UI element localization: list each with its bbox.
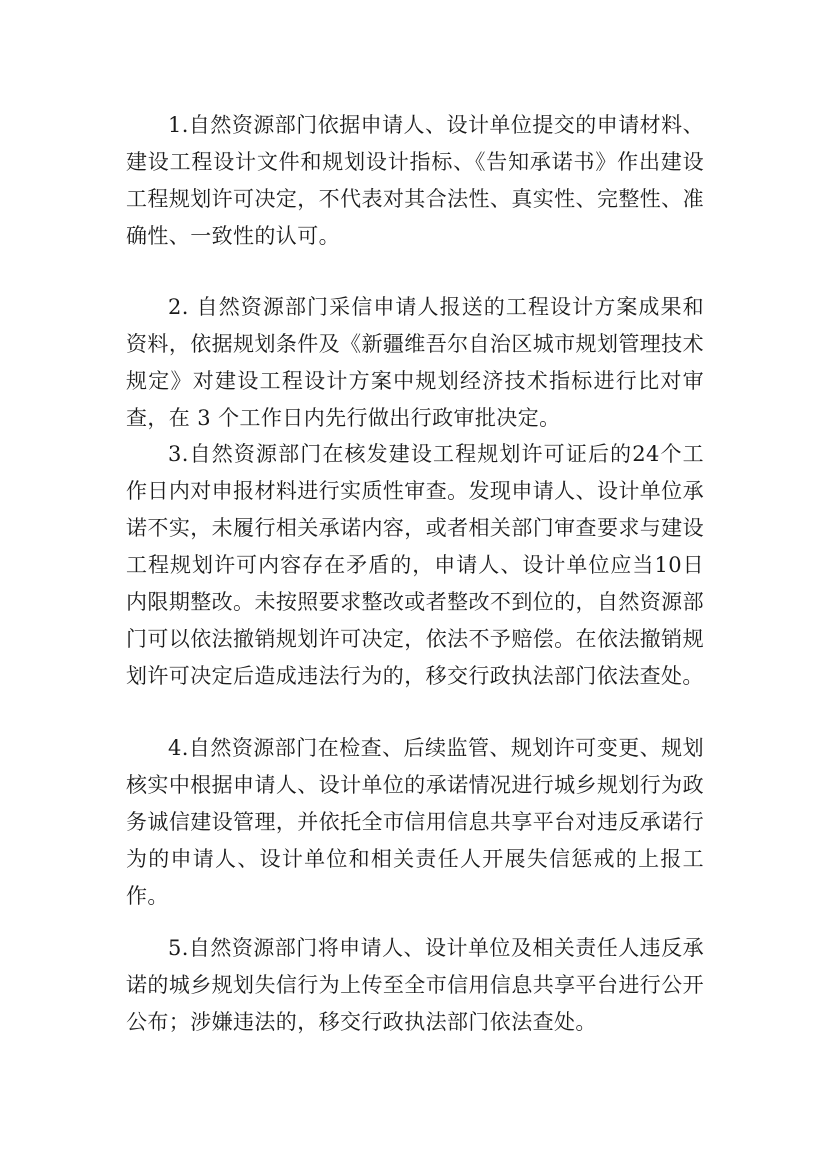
paragraph-1 <box>126 107 704 255</box>
paragraph-2-text: 2. 自然资源部门采信申请人报送的工程设计方案成果和资料，依据规划条件及《新疆维吾尔自治区城市规划管理技术规定》对建设工程设计方案中规划经济技术指标进行比对审查，在 3 个工作日内先行做出行政审批决定。 <box>126 295 704 430</box>
paragraph-1-text: 1.自然资源部门依据申请人、设计单位提交的申请材料、建设工程设计文件和规划设计指标、《告知承诺书》作出建设工程规划许可决定，不代表对其合法性、真实性、完整性、准确性、一致性的认可。 <box>126 113 704 248</box>
paragraph-5-text: 5.自然资源部门将申请人、设计单位及相关责任人违反承诺的城乡规划失信行为上传至全市信用信息共享平台进行公开公布；涉嫌违法的，移交行政执法部门依法查处。 <box>126 936 704 1034</box>
paragraph-3-text: 3.自然资源部门在核发建设工程规划许可证后的24个工作日内对申报材料进行实质性审查。发现申请人、设计单位承诺不实，未履行相关承诺内容，或者相关部门审查要求与建设工程规划许可内容存在矛盾的，申请人、设计单位应当10日内限期整改。未按照要求整改或者整改不到位的，自然资源部门可以依法撤销规划许可决定，依法不予赔偿。在依法撤销规划许可决定后造成违法行为的，移交行政执法部门依法查处。 <box>126 442 704 688</box>
paragraph-3 <box>126 436 704 695</box>
paragraph-2 <box>126 289 704 437</box>
paragraph-5 <box>126 930 704 1041</box>
paragraph-4-text: 4.自然资源部门在检查、后续监管、规划许可变更、规划核实中根据申请人、设计单位的承诺情况进行城乡规划行为政务诚信建设管理，并依托全市信用信息共享平台对违反承诺行为的申请人、设计单位和相关责任人开展失信惩戒的上报工作。 <box>126 736 704 908</box>
paragraph-4 <box>126 730 704 915</box>
